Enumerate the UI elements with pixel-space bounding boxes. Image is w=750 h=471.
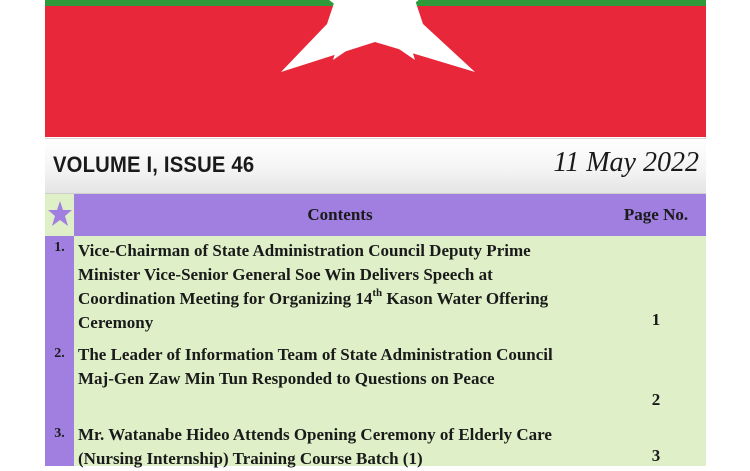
item-title: Mr. Watanabe Hideo Attends Opening Ceremony of Elderly Care (Nursing Internship) Training Course Batch (1): [78, 425, 552, 468]
item-page: 3: [651, 446, 661, 465]
flag-banner: [45, 0, 706, 137]
volume-issue: VOLUME I, ISSUE 46: [53, 152, 255, 177]
header-star-cell: [45, 194, 74, 236]
star-icon: [47, 200, 73, 228]
contents-item[interactable]: [45, 338, 706, 418]
contents-header-row: [45, 194, 706, 236]
contents-item[interactable]: [45, 418, 706, 466]
item-number: 1.: [54, 240, 65, 255]
contents-rows: [45, 236, 706, 466]
item-page: 1: [651, 310, 661, 329]
issue-date: 11 May 2022: [553, 147, 699, 178]
page-number-heading: Page No.: [623, 205, 689, 224]
contents-heading: Contents: [307, 205, 373, 224]
item-number: 2.: [54, 346, 65, 361]
item-number: 3.: [54, 426, 65, 441]
item-title: The Leader of Information Team of State Administration Council Maj-Gen Zaw Min Tun Responded to Questions on Peace: [78, 345, 553, 388]
issue-header: [45, 138, 706, 194]
item-title: Vice-Chairman of State Administration Council Deputy Prime Minister Vice-Senior General Soe Win Delivers Speech at Coordination Meeting for Organizing 14th Kason Water Offering Ceremony: [78, 241, 549, 332]
item-page: 2: [651, 390, 661, 409]
contents-table: [45, 194, 706, 468]
flag-star-shape: [45, 0, 706, 137]
contents-item[interactable]: [45, 236, 706, 338]
newsletter-page: [45, 0, 706, 468]
